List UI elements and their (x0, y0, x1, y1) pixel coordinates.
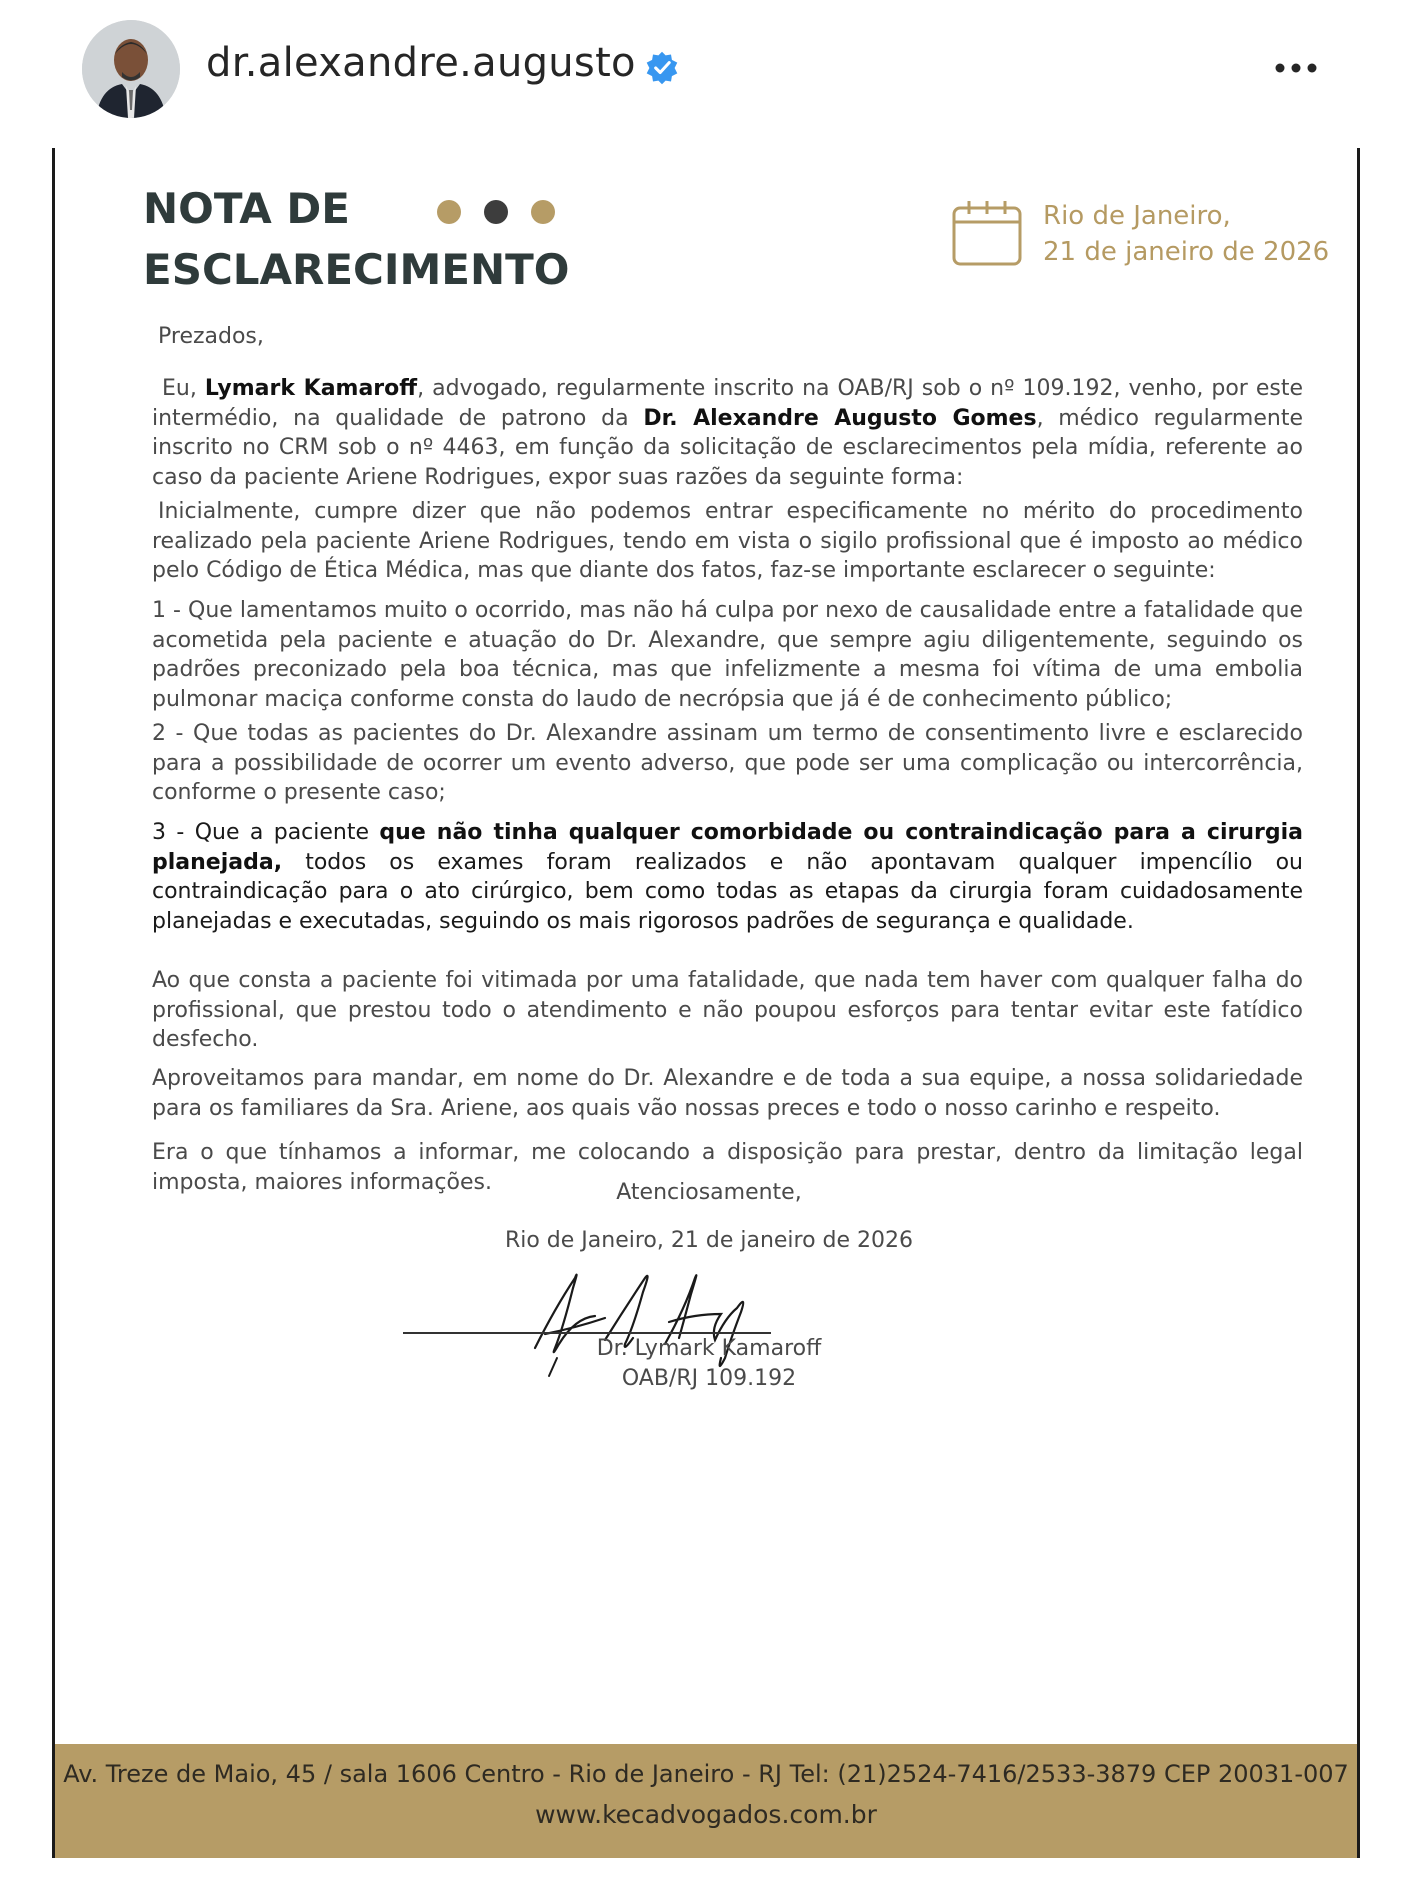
text: 3 - Que a paciente (152, 820, 380, 845)
dark-dot (484, 200, 508, 224)
verified-badge-icon (644, 50, 680, 86)
gold-dot (531, 200, 555, 224)
item-1: 1 - Que lamentamos muito o ocorrido, mas não há culpa por nexo de causalidade entre a fatalidade que acometida pela paciente e atuação do Dr. Alexandre, que sempre agiu diligentemente, seguindo os padrões preconizado pela boa técnica, mas que infelizmente a mesma foi vítima de uma embolia pulmonar maciça conforme consta do laudo de necrópsia que já é de conhecimento público; (152, 598, 1303, 712)
document-footer (55, 1744, 1357, 1858)
greeting: Prezados, (158, 324, 264, 349)
place: Rio de Janeiro, (1043, 201, 1231, 231)
closing-date: Rio de Janeiro, 21 de janeiro de 2026 (504, 1228, 914, 1253)
text: todos os exames foram realizados e não apontavam qualquer impencílio ou contraindicação para o ato cirúrgico, bem como todas as etapas da cirurgia foram cuidadosamente planejadas e executadas, seguindo os mais rigorosos padrões de segurança e qualidade. (152, 849, 1303, 934)
more-options-icon[interactable] (1270, 48, 1322, 88)
post-header (0, 0, 1402, 140)
place-and-date (1043, 198, 1329, 270)
item-3 (152, 818, 1303, 936)
paragraph-solidarity: Aproveitamos para mandar, em nome do Dr. Alexandre e de toda a sua equipe, a nossa solidariedade para os familiares da Sra. Ariene, aos quais vão nossas preces e todo o nosso carinho e respeito. (152, 1066, 1303, 1121)
text: Eu, (162, 376, 205, 401)
username[interactable]: dr.alexandre.augusto (206, 40, 636, 86)
closing-salutation: Atenciosamente, (616, 1180, 802, 1205)
clarification-note-document (52, 148, 1360, 1858)
footer-website[interactable]: www.kecadvogados.com.br (535, 1800, 877, 1829)
bold-text: que não tinha qualquer comorbidade ou contraindicação para a cirurgia planejada, (152, 820, 1303, 875)
date: 21 de janeiro de 2026 (1043, 237, 1330, 267)
paragraph-initial: Inicialmente, cumpre dizer que não podemos entrar especificamente no mérito do procedimento realizado pela paciente Ariene Rodrigues, tendo em vista o sigilo profissional que é imposto ao médico pelo Código de Ética Médica, mas que diante dos fatos, faz-se importante esclarecer o seguinte: (152, 499, 1303, 583)
gold-dot (437, 200, 461, 224)
item-2: 2 - Que todas as pacientes do Dr. Alexandre assinam um termo de consentimento livre e esclarecido para a possibilidade de ocorrer um evento adverso, que pode ser uma complicação ou intercorrência, conforme o presente caso; (152, 721, 1303, 805)
signer-oab: OAB/RJ 109.192 (621, 1366, 797, 1391)
profile-avatar[interactable] (82, 20, 180, 118)
text: , advogado, regularmente inscrito na OAB/RJ sob o nº 109.192, venho, por este intermédio, na qualidade de patrono da (152, 376, 1303, 431)
paragraph-closing-info: Era o que tínhamos a informar, me colocando a disposição para prestar, dentro da limitação legal imposta, maiores informações. (152, 1140, 1303, 1195)
title-line-1: NOTA DE (143, 184, 350, 233)
text: , médico regularmente inscrito no CRM sob o nº 4463, em função da solicitação de esclarecimentos pela mídia, referente ao caso da paciente Ariene Rodrigues, expor suas razões da seguinte forma: (152, 405, 1303, 490)
lawyer-name: Lymark Kamaroff (204, 376, 418, 401)
document-title (143, 178, 570, 300)
doctor-name: Dr. Alexandre Augusto Gomes (643, 405, 1037, 431)
signer-name: Dr. Lymark Kamaroff (596, 1336, 822, 1361)
signature-line (403, 1332, 771, 1334)
avatar-image (82, 20, 180, 118)
paragraph-fatality: Ao que consta a paciente foi vitimada por uma fatalidade, que nada tem haver com qualquer falha do profissional, que prestou todo o atendimento e não poupou esforços para tentar evitar este fatídico desfecho. (152, 968, 1303, 1052)
calendar-icon (951, 198, 1023, 268)
decorative-dots (435, 198, 565, 228)
intro-paragraph (152, 374, 1303, 492)
title-line-2: ESCLARECIMENTO (143, 245, 570, 294)
footer-address: Av. Treze de Maio, 45 / sala 1606 Centro - Rio de Janeiro - RJ Tel: (21)2524-7416/2533-3879 CEP 20031-007 (63, 1760, 1349, 1788)
